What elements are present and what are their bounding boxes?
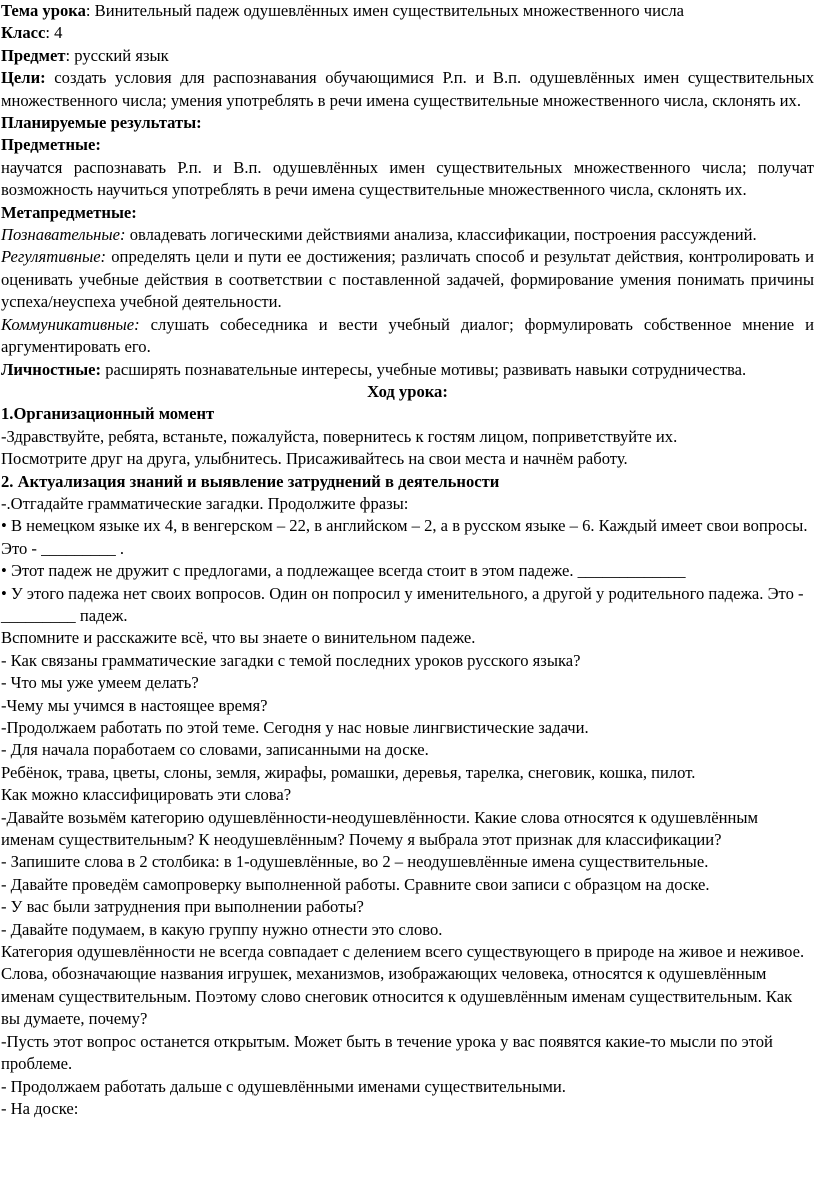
section2-line: Как можно классифицировать эти слова? [1, 785, 292, 805]
topic-label: Тема урока [1, 1, 86, 20]
class-line [1, 22, 814, 44]
section2-line: - На доске: [1, 1098, 79, 1118]
topic-value: : Винительный падеж одушевлённых имен существительных множественного числа [85, 1, 685, 20]
section2-line: - Запишите слова в 2 столбика: в 1-одушевлённые, во 2 – неодушевлённые имена существительные. [1, 852, 709, 872]
communicative-text: слушать собеседника и вести учебный диалог; формулировать собственное мнение и аргументировать его. [1, 314, 814, 357]
cognitive-text: овладевать логическими действиями анализа, классификации, построения рассуждений. [125, 225, 757, 245]
meta-results-heading [1, 202, 814, 224]
subject-results-heading-text: Предметные: [1, 135, 101, 155]
section2-line: Категория одушевлённости не всегда совпадает с делением всего существующего в природе на живое и неживое. Слова, обозначающие названия игрушек, механизмов, изображающих человека, относятся к одушевлённым именам существительным. Поэтому слово снеговик относится к одушевлённым именам существительным. Как вы думаете, почему? [1, 942, 805, 1029]
section1-line: -Здравствуйте, ребята, встаньте, пожалуйста, повернитесь к гостям лицом, поприветствуйте их. [1, 426, 678, 446]
results-heading-text: Планируемые результаты: [1, 113, 202, 133]
lesson-heading-text: Ход урока: [367, 381, 448, 401]
section2-line: -Чему мы учимся в настоящее время? [1, 695, 268, 715]
section2-line: -.Отгадайте грамматические загадки. Продолжите фразы: [1, 493, 409, 513]
section2-line: - Продолжаем работать дальше с одушевлёнными именами существительными. [1, 1076, 566, 1096]
section2-line: • У этого падежа нет своих вопросов. Один он попросил у именительного, а другой у родительного падежа. Это - _________ падеж. [1, 583, 804, 625]
goals-label: Цели: [1, 68, 46, 88]
subject-line [1, 45, 814, 67]
regulatory-label: Регулятивные: [1, 247, 107, 267]
subject-results-text: научатся распознавать Р.п. и В.п. одушевлённых имен существительных множественного числа; получат возможность научиться употреблять в речи имена существительные множественного числа, склонять их. [1, 157, 814, 200]
meta-results-heading-text: Метапредметные: [1, 202, 137, 222]
section2-line: -Пусть этот вопрос останется открытым. Может быть в течение урока у вас появятся какие-то мысли по этой проблеме. [1, 1031, 773, 1074]
section2-title-text: 2. Актуализация знаний и выявление затруднений в деятельности [1, 471, 500, 491]
section2-line: -Давайте возьмём категорию одушевлённости-неодушевлённости. Какие слова относятся к одушевлённым именам существительным? К неодушевлённым? Почему я выбрала этот признак для классификации? [1, 807, 759, 850]
section2-line: - Для начала поработаем со словами, записанными на доске. [1, 740, 429, 760]
section2-line: Вспомните и расскажите всё, что вы знаете о винительном падеже. [1, 628, 476, 648]
section2-line: • Этот падеж не дружит с предлогами, а подлежащее всегда стоит в этом падеже. _____________ [1, 561, 686, 581]
class-value: : 4 [45, 23, 63, 43]
regulatory-text: определять цели и пути ее достижения; различать способ и результат действия, контролировать и оценивать учебные действия в соответствии с поставленной задачей, формирование умения понимать причины успеха/неуспеха учебной деятельности. [1, 247, 814, 312]
personal-label: Личностные: [1, 359, 102, 379]
goals-text: создать условия для распознавания обучающимися Р.п. и В.п. одушевлённых имен существительных множественного числа; умения употреблять в речи имена существительные множественного числа, склонять их. [1, 68, 814, 110]
topic-line [1, 0, 814, 22]
communicative-label: Коммуникативные: [1, 314, 140, 334]
cognitive-label: Познавательные: [1, 225, 126, 245]
class-label: Класс [1, 23, 46, 43]
section2-line: Ребёнок, трава, цветы, слоны, земля, жирафы, ромашки, деревья, тарелка, снеговик, кошка, пилот. [1, 762, 696, 782]
section1-line: Посмотрите друг на друга, улыбнитесь. Присаживайтесь на свои места и начнём работу. [1, 449, 628, 469]
lesson-heading [1, 381, 814, 403]
communicative-paragraph [1, 314, 814, 359]
section2-line: -Продолжаем работать по этой теме. Сегодня у нас новые лингвистические задачи. [1, 718, 589, 737]
section2-title [1, 471, 814, 493]
section2-line: - У вас были затруднения при выполнении работы? [1, 897, 364, 917]
section1-title-text: 1.Организационный момент [1, 404, 215, 424]
personal-paragraph [1, 359, 814, 381]
results-heading [1, 112, 814, 134]
regulatory-paragraph [1, 246, 814, 313]
section1-title [1, 403, 814, 425]
section2-line: - Как связаны грамматические загадки с темой последних уроков русского языка? [1, 650, 581, 670]
subject-value: : русский язык [65, 45, 169, 65]
section2-line: - Давайте подумаем, в какую группу нужно отнести это слово. [1, 919, 443, 939]
personal-text: расширять познавательные интересы, учебные мотивы; развивать навыки сотрудничества. [101, 359, 747, 379]
section2-line: - Что мы уже умеем делать? [1, 673, 199, 693]
section2-line: • В немецком языке их 4, в венгерском – 22, в английском – 2, а в русском языке – 6. Каждый имеет свои вопросы. Это - _________ . [1, 516, 808, 558]
subject-results-heading [1, 134, 814, 156]
cognitive-paragraph [1, 224, 814, 246]
subject-label: Предмет [1, 45, 66, 65]
goals-paragraph [1, 67, 814, 112]
section2-line: - Давайте проведём самопроверку выполненной работы. Сравните свои записи с образцом на доске. [1, 874, 710, 894]
